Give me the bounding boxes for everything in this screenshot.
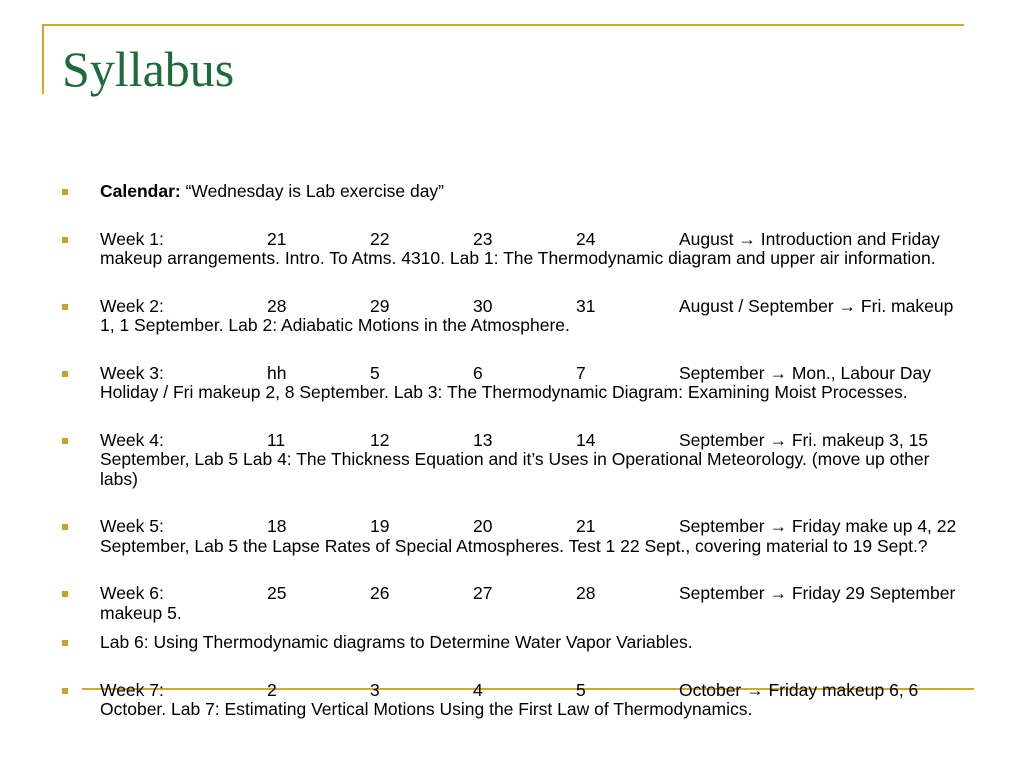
bullet-icon [62, 304, 68, 310]
week-day: 19 [370, 516, 390, 536]
bullet-icon [62, 524, 68, 530]
week-day: 5 [576, 679, 586, 700]
week-day: 24 [576, 228, 596, 249]
week-day: 5 [370, 362, 380, 383]
week-day: 6 [473, 362, 483, 383]
list-item-week-7 [62, 681, 972, 720]
week-day: 28 [576, 583, 596, 603]
week-day: 31 [576, 295, 596, 316]
week-label: Week 2: [100, 295, 164, 316]
week-day: 3 [370, 679, 380, 700]
week-month: September [679, 362, 765, 383]
calendar-text: “Wednesday is Lab exercise day” [185, 181, 445, 201]
calendar-label: Calendar: [100, 181, 181, 201]
week-day: 27 [473, 583, 493, 603]
bullet-icon [62, 640, 68, 646]
week-month: September [679, 516, 765, 536]
week-description: Mon., Labour Day Holiday / Fri makeup 2, 8 September. Lab 3: The Thermodynamic Diagram: Examining Moist Processes. [100, 362, 931, 402]
week-description: Introduction and Friday makeup arrangements. Intro. To Atms. 4310. Lab 1: The Thermodynamic diagram and upper air information. [100, 228, 940, 268]
arrow-right-icon: → [769, 583, 787, 603]
bullet-icon [62, 371, 68, 377]
week-day: 28 [267, 295, 287, 316]
week-day: 12 [370, 429, 390, 450]
lab-6-text: Lab 6: Using Thermodynamic diagrams to Determine Water Vapor Variables. [100, 632, 693, 652]
week-day: 7 [576, 362, 586, 383]
list-item-week-3 [62, 364, 972, 403]
list-item-lab-6 [62, 633, 972, 653]
arrow-right-icon: → [769, 362, 787, 383]
bullet-icon [62, 237, 68, 243]
slide-title: Syllabus [62, 41, 235, 97]
week-day: 23 [473, 228, 493, 249]
week-month: August / September [679, 295, 834, 316]
week-day: hh [267, 362, 287, 383]
week-day: 29 [370, 295, 390, 316]
list-item-week-5 [62, 517, 972, 556]
week-label: Week 6: [100, 583, 164, 603]
frame-left-line [42, 24, 44, 94]
arrow-right-icon: → [738, 228, 756, 249]
week-label: Week 1: [100, 228, 164, 249]
week-day: 2 [267, 679, 277, 700]
week-day: 25 [267, 583, 287, 603]
week-description: Fri. makeup 1, 1 September. Lab 2: Adiabatic Motions in the Atmosphere. [100, 295, 954, 335]
week-day: 22 [370, 228, 390, 249]
week-day: 30 [473, 295, 493, 316]
week-label: Week 5: [100, 516, 164, 536]
list-item-week-2 [62, 297, 972, 336]
week-day: 14 [576, 429, 596, 450]
arrow-right-icon: → [746, 679, 764, 700]
week-day: 21 [267, 228, 287, 249]
week-description: Friday 29 September makeup 5. [100, 583, 956, 623]
arrow-right-icon: → [769, 516, 787, 536]
frame-top-line [42, 24, 964, 26]
week-description: Friday makeup 6, 6 October. Lab 7: Estimating Vertical Motions Using the First Law of Thermodynamics. [100, 679, 919, 719]
week-month: September [679, 429, 765, 450]
week-day: 21 [576, 516, 596, 536]
week-label: Week 4: [100, 429, 164, 450]
week-day: 20 [473, 516, 493, 536]
week-label: Week 7: [100, 679, 164, 700]
week-month: October [679, 679, 742, 700]
list-item-week-1 [62, 230, 972, 269]
slide-content [62, 182, 972, 720]
bullet-icon [62, 591, 68, 597]
bullet-icon [62, 438, 68, 444]
week-day: 4 [473, 679, 483, 700]
week-day: 11 [267, 429, 286, 450]
arrow-right-icon: → [838, 295, 857, 316]
bullet-icon [62, 688, 68, 694]
list-item-week-4 [62, 431, 972, 490]
week-day: 26 [370, 583, 390, 603]
arrow-right-icon: → [769, 429, 787, 450]
bullet-icon [62, 189, 68, 195]
week-description: Fri. makeup 3, 15 September, Lab 5 Lab 4: The Thickness Equation and it’s Uses in Operational Meteorology. (move up other labs) [100, 429, 930, 489]
week-day: 13 [473, 429, 493, 450]
week-day: 18 [267, 516, 287, 536]
list-item-week-6 [62, 584, 972, 623]
week-label: Week 3: [100, 362, 164, 383]
week-month: September [679, 583, 765, 603]
week-month: August [679, 228, 734, 249]
week-description: Friday make up 4, 22 September, Lab 5 the Lapse Rates of Special Atmospheres. Test 1 22 Sept., covering material to 19 Sept.? [100, 516, 957, 556]
list-item-calendar [62, 182, 972, 202]
